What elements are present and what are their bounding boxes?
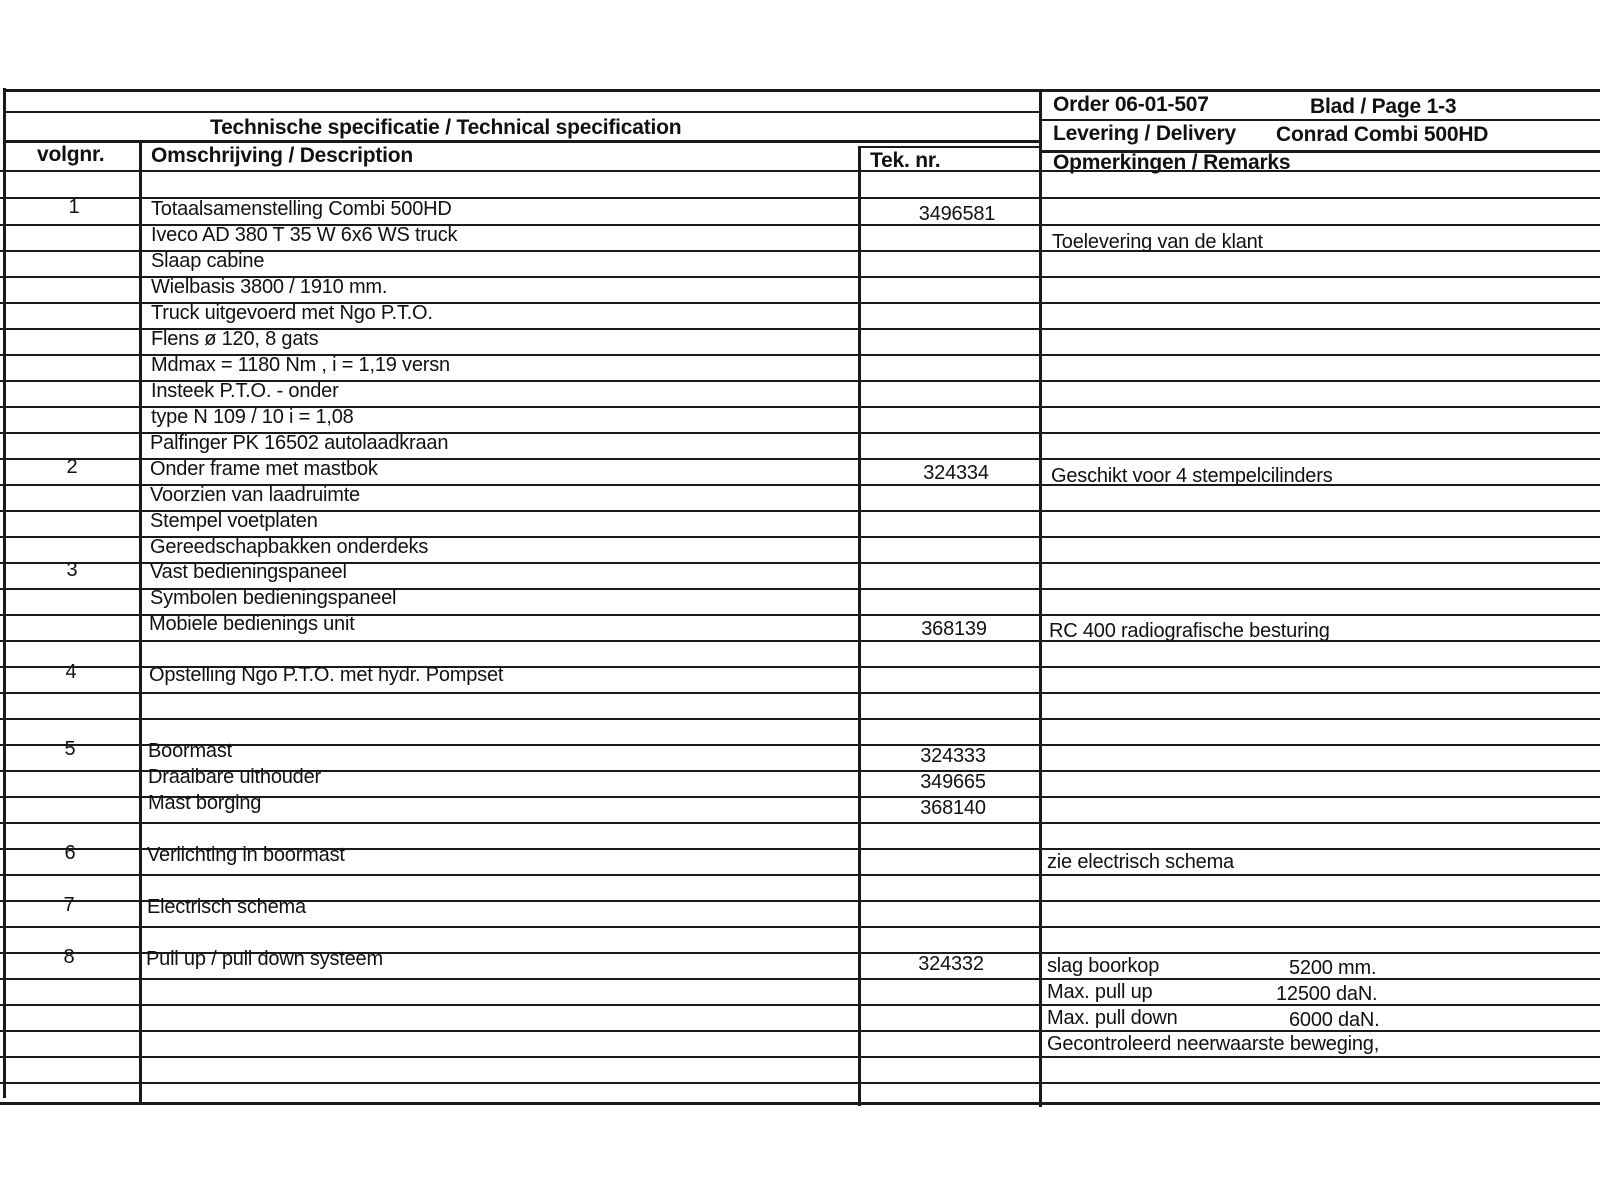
column-divider-desc xyxy=(858,146,861,1106)
row-number: 5 xyxy=(64,738,76,760)
column-header-description: Omschrijving / Description xyxy=(151,144,414,167)
header-rule-left xyxy=(3,140,1039,143)
remark-value: 6000 daN. xyxy=(1289,1009,1380,1031)
row-tek-nr: 3496581 xyxy=(918,203,996,225)
row-description: Voorzien van laadruimte xyxy=(150,484,360,506)
column-divider-nr xyxy=(139,140,142,1105)
row-number: 4 xyxy=(65,661,77,683)
column-divider-tek xyxy=(1039,92,1042,1107)
row-tek-nr: 368140 xyxy=(920,797,986,819)
top-border xyxy=(3,89,1600,92)
row-number: 2 xyxy=(66,456,78,478)
column-divider-left xyxy=(3,88,6,1098)
row-description: Mast borging xyxy=(148,792,262,814)
page-number: Blad / Page 1-3 xyxy=(1310,95,1457,118)
column-header-tek: Tek. nr. xyxy=(870,149,941,172)
row-description: Mobiele bedienings unit xyxy=(149,613,355,635)
row-description: Truck uitgevoerd met Ngo P.T.O. xyxy=(151,302,433,324)
remark-label: Max. pull down xyxy=(1047,1007,1178,1029)
title-rule-right xyxy=(1039,119,1600,121)
row-number: 3 xyxy=(66,559,78,581)
row-description: Iveco AD 380 T 35 W 6x6 WS truck xyxy=(151,224,458,246)
row-rule xyxy=(0,640,1600,642)
row-description: Vast bedieningspaneel xyxy=(150,561,347,583)
row-remark: RC 400 radiografische besturing xyxy=(1049,620,1330,642)
remark-value: 12500 daN. xyxy=(1276,983,1378,1005)
row-remark: Geschikt voor 4 stempelcilinders xyxy=(1051,465,1333,487)
row-description: Slaap cabine xyxy=(151,250,265,272)
row-rule xyxy=(0,170,1600,172)
remark-label: Gecontroleerd neerwaarste beweging, xyxy=(1047,1033,1380,1055)
order-number: Order 06-01-507 xyxy=(1053,93,1209,116)
column-header-nr: volgnr. xyxy=(37,143,105,166)
column-header-remarks: Opmerkingen / Remarks xyxy=(1053,151,1291,174)
row-description: type N 109 / 10 i = 1,08 xyxy=(151,406,354,428)
row-description: Boormast xyxy=(148,740,232,762)
row-description: Mdmax = 1180 Nm , i = 1,19 versn xyxy=(151,354,450,376)
remark-label: slag boorkop xyxy=(1047,955,1160,977)
row-description: Palfinger PK 16502 autolaadkraan xyxy=(150,432,449,454)
row-rule xyxy=(0,1056,1600,1058)
row-description: Flens ø 120, 8 gats xyxy=(151,328,319,350)
header-rule-tek xyxy=(858,146,1039,148)
remark-label: Max. pull up xyxy=(1047,981,1153,1003)
row-description: Electrisch schema xyxy=(147,896,306,918)
row-description: Onder frame met mastbok xyxy=(150,458,378,480)
row-description: Gereedschapbakken onderdeks xyxy=(150,536,429,558)
row-rule xyxy=(0,822,1600,824)
row-description: Symbolen bedieningspaneel xyxy=(150,587,397,609)
row-description: Wielbasis 3800 / 1910 mm. xyxy=(151,276,388,298)
row-rule xyxy=(0,692,1600,694)
row-description: Insteek P.T.O. - onder xyxy=(151,380,339,402)
row-tek-nr: 324334 xyxy=(923,462,989,484)
row-description: Draaibare uithouder xyxy=(148,766,321,788)
row-number: 1 xyxy=(68,196,80,218)
delivery-value: Conrad Combi 500HD xyxy=(1276,123,1489,146)
row-number: 7 xyxy=(63,894,75,916)
row-remark: Toelevering van de klant xyxy=(1052,231,1263,253)
row-tek-nr: 368139 xyxy=(921,618,987,640)
bottom-border xyxy=(0,1102,1600,1105)
row-rule xyxy=(0,874,1600,876)
title-rule-left xyxy=(3,111,1039,113)
row-remark: zie electrisch schema xyxy=(1047,851,1234,873)
row-rule xyxy=(0,1082,1600,1084)
row-rule xyxy=(0,744,1600,746)
row-rule xyxy=(0,926,1600,928)
row-description: Pull up / pull down systeem xyxy=(146,948,383,970)
row-tek-nr: 324333 xyxy=(920,745,986,767)
row-number: 8 xyxy=(63,946,75,968)
row-number: 6 xyxy=(64,842,76,864)
row-description: Stempel voetplaten xyxy=(150,510,318,532)
row-tek-nr: 349665 xyxy=(920,771,986,793)
row-description: Totaalsamenstelling Combi 500HD xyxy=(151,198,452,220)
delivery-label: Levering / Delivery xyxy=(1053,122,1236,145)
document-title: Technische specificatie / Technical specification xyxy=(210,116,682,139)
row-rule xyxy=(0,718,1600,720)
row-description: Opstelling Ngo P.T.O. met hydr. Pompset xyxy=(149,664,504,686)
row-description: Verlichting in boormast xyxy=(147,844,345,866)
remark-value: 5200 mm. xyxy=(1289,957,1377,979)
row-tek-nr: 324332 xyxy=(918,953,984,975)
